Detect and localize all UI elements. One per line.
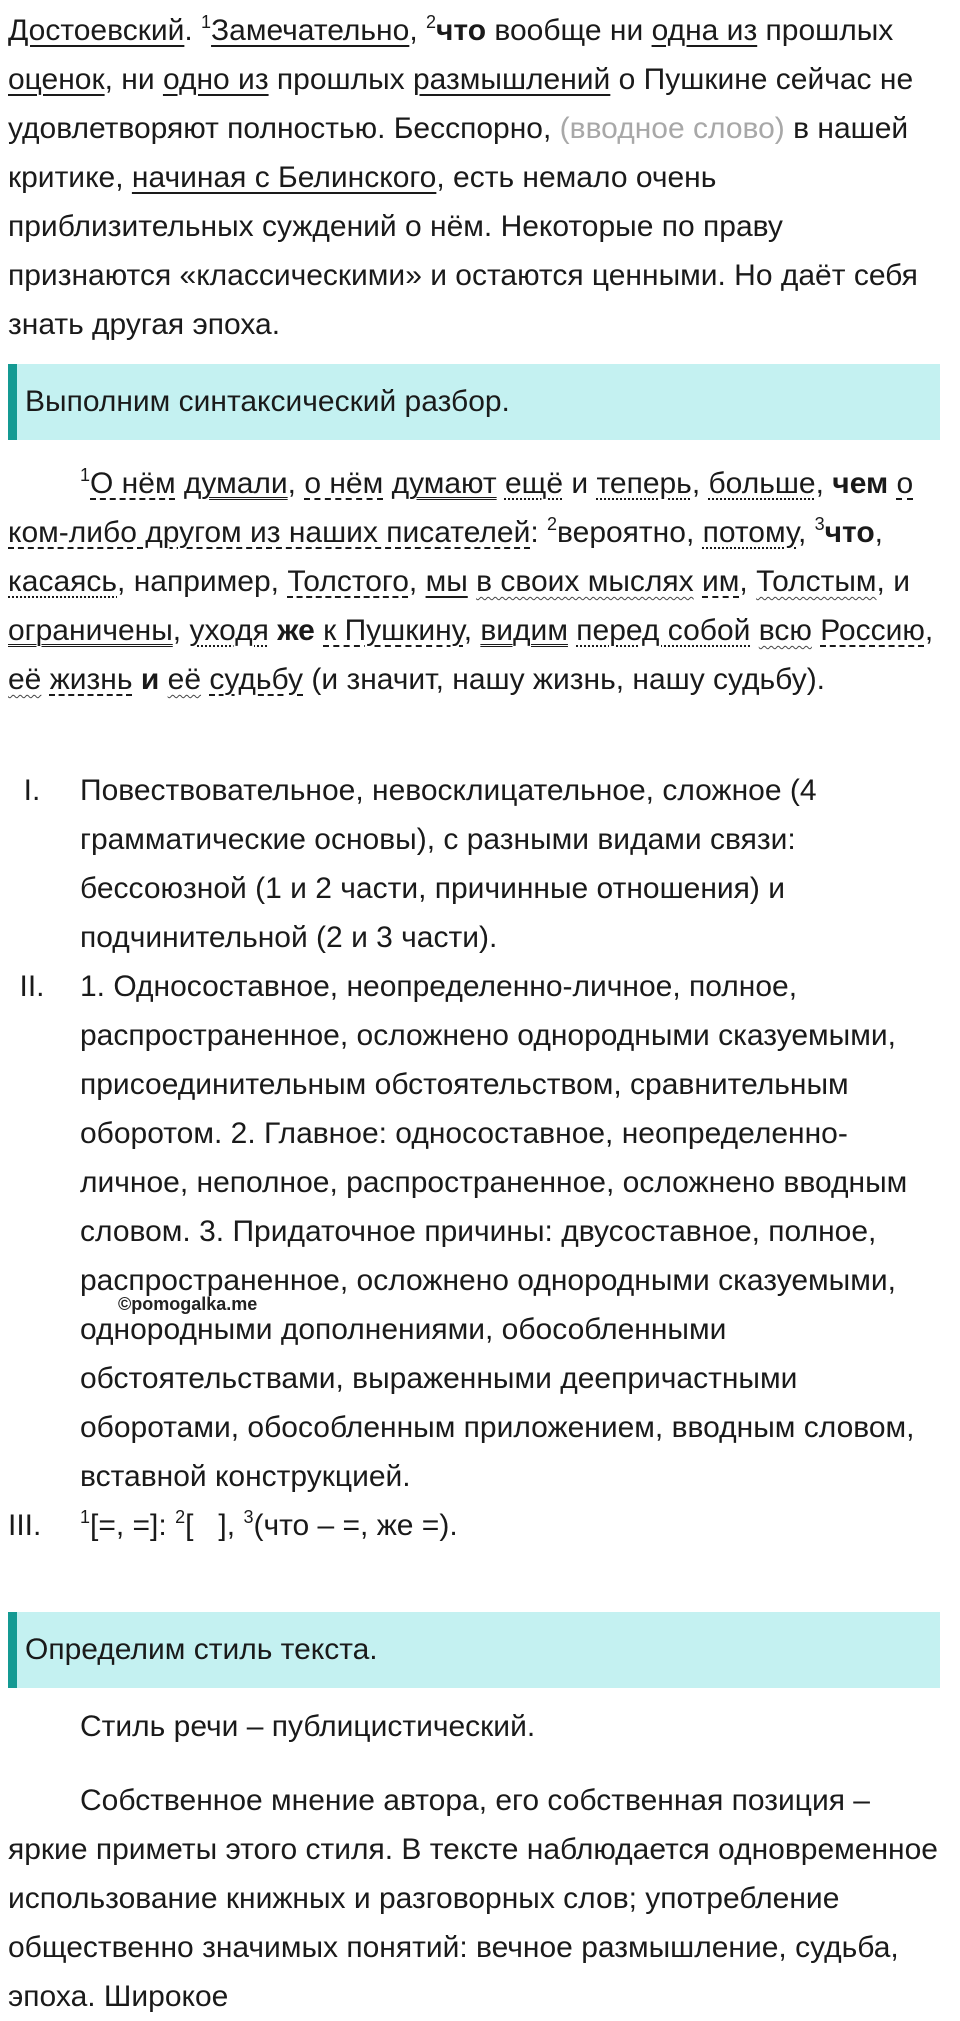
part-number: 3 <box>243 1507 254 1527</box>
scheme-part: (что – =, же =). <box>253 1509 458 1542</box>
text: в нашей критике, <box>8 112 909 194</box>
analysis-item <box>0 962 950 1501</box>
text <box>812 614 820 647</box>
text <box>383 467 391 500</box>
part-number: 1 <box>80 1507 91 1527</box>
intro-word-note: (вводное слово) <box>559 112 785 145</box>
adverbial: больше <box>708 467 816 500</box>
text: , <box>739 565 757 598</box>
word-razmyshleniy: размышлений <box>413 63 611 96</box>
text <box>694 565 702 598</box>
conjunction: что <box>824 516 875 549</box>
object: судьбу <box>209 663 304 696</box>
text <box>176 467 184 500</box>
text: , <box>924 614 934 647</box>
text: , <box>797 516 815 549</box>
apposition: Толстым <box>756 565 877 598</box>
word-dostoevsky: Достоевский <box>8 14 185 47</box>
part-number: 2 <box>175 1507 186 1527</box>
word-zamechatelno: Замечательно <box>211 14 410 47</box>
text: : <box>530 516 548 549</box>
object: им <box>702 565 740 598</box>
style-paragraph-1: Стиль речи – публицистический. <box>80 1710 536 1743</box>
adverbial: О нём <box>90 467 176 500</box>
text: , и <box>876 565 910 598</box>
item-number: III. <box>8 1509 42 1542</box>
text <box>315 614 323 647</box>
analysis-list <box>0 766 950 1550</box>
subject: мы <box>425 565 468 598</box>
predicate: видим <box>480 614 568 647</box>
text <box>269 614 277 647</box>
scheme-part: [=, =]: <box>90 1509 176 1542</box>
attribute: её <box>8 663 42 696</box>
object: к Пушкину <box>323 614 464 647</box>
text: , например, <box>117 565 288 598</box>
text: (и значит, нашу жизнь, нашу судьбу). <box>303 663 826 696</box>
conjunction: чем <box>832 467 889 500</box>
phrase-nachinaya: начиная с Белинского <box>131 161 437 194</box>
text <box>159 663 167 696</box>
word-ocenok: оценок <box>8 63 105 96</box>
text: и <box>563 467 597 500</box>
particle: же <box>277 614 315 647</box>
adverbial: в своих мыслях <box>476 565 694 598</box>
text: , <box>685 516 703 549</box>
text: прошлых <box>757 14 894 47</box>
text: , <box>409 14 426 47</box>
attribute: всю <box>758 614 812 647</box>
adverbial: уходя <box>189 614 269 647</box>
text: , <box>408 565 426 598</box>
analysis-item <box>0 766 950 962</box>
text: , <box>172 614 190 647</box>
attribute: её <box>167 663 202 696</box>
analyzed-sentence <box>8 459 943 704</box>
predicate: ограничены <box>8 614 173 647</box>
object: жизнь <box>49 663 133 696</box>
item-text: Повествовательное, невосклицательное, сложное (4 грамматические основы), с разными видами связи: бессоюзной (1 и 2 части, причинные отношения) и подчинительной (2 и 3 части). <box>80 774 817 954</box>
text: , <box>691 467 709 500</box>
part-number: 1 <box>80 465 91 485</box>
word-odno-iz: одно из <box>162 63 269 96</box>
style-paragraph-2: Собственное мнение автора, его собственная позиция – яркие приметы этого стиля. В тексте наблюдается одновременное использование книжных и разговорных слов; употребление общественно значимых понятий: вечное размышление, судьба, эпоха. Широкое <box>8 1784 938 2013</box>
text <box>41 663 49 696</box>
text <box>133 663 141 696</box>
item-text: 1. Односоставное, неопределенно-личное, полное, распространенное, осложнено однородными сказуемыми, присоединительным обстоятельством, сравнительным оборотом. 2. Главное: односоставное, неопределенно-личное, неполное, распространенное, осложнено вводным словом. 3. Придаточное причины: двусоставное, полное, распространенное, осложнено однородными сказуемыми, однородными дополнениями, обособленными обстоятельствами, выраженными деепричастными оборотами, обособленным приложением, вводным словом, вставной конструкцией. <box>80 970 915 1493</box>
section-title: Определим стиль текста. <box>25 1633 378 1666</box>
part-number: 1 <box>201 12 212 32</box>
predicate: думали <box>183 467 288 500</box>
text: , <box>287 467 305 500</box>
adverbial: теперь <box>596 467 692 500</box>
text: о Пушкине сейчас не удовлетворяют полностью. Бесспорно, <box>8 63 914 145</box>
section-header-syntax <box>8 364 940 440</box>
analysis-item <box>0 1501 950 1550</box>
word-odna-iz: одна из <box>651 14 758 47</box>
adverbial: потому <box>702 516 798 549</box>
comparative-phrase: о ком-либо другом из наших писателей <box>8 467 914 549</box>
watermark: ©pomogalka.me <box>118 1294 258 1314</box>
section-title: Выполним синтаксический разбор. <box>25 385 510 418</box>
text: , <box>874 516 884 549</box>
conjunction: и <box>140 663 160 696</box>
text: , есть немало очень приблизительных суждений о нём. Некоторые по праву признаются «классическими» и остаются ценными. Но даёт себя знать другая эпоха. <box>8 161 918 341</box>
part-number: 2 <box>425 12 436 32</box>
adverbial: о нём <box>304 467 384 500</box>
part-number: 3 <box>814 514 825 534</box>
intro-paragraph <box>8 6 943 349</box>
part-number: 2 <box>547 514 558 534</box>
text <box>468 565 476 598</box>
text <box>750 614 758 647</box>
adverbial: касаясь <box>8 565 118 598</box>
text: , <box>463 614 481 647</box>
scheme-part: [ ], <box>185 1509 244 1542</box>
item-number: I. <box>23 774 41 807</box>
text: вероятно <box>557 516 686 549</box>
text <box>888 467 896 500</box>
predicate: думают <box>391 467 497 500</box>
section-header-style <box>8 1612 940 1688</box>
conjunction-chto: что <box>436 14 487 47</box>
text: вообще ни <box>486 14 652 47</box>
text: прошлых <box>268 63 413 96</box>
text: , ни <box>104 63 163 96</box>
item-number: II. <box>19 970 45 1003</box>
object: Толстого <box>287 565 409 598</box>
adverbial: ещё <box>504 467 564 500</box>
item-text <box>80 1509 458 1542</box>
text: , <box>815 467 833 500</box>
text <box>497 467 505 500</box>
text: . <box>184 14 202 47</box>
object: Россию <box>820 614 925 647</box>
adverbial: перед собой <box>576 614 751 647</box>
